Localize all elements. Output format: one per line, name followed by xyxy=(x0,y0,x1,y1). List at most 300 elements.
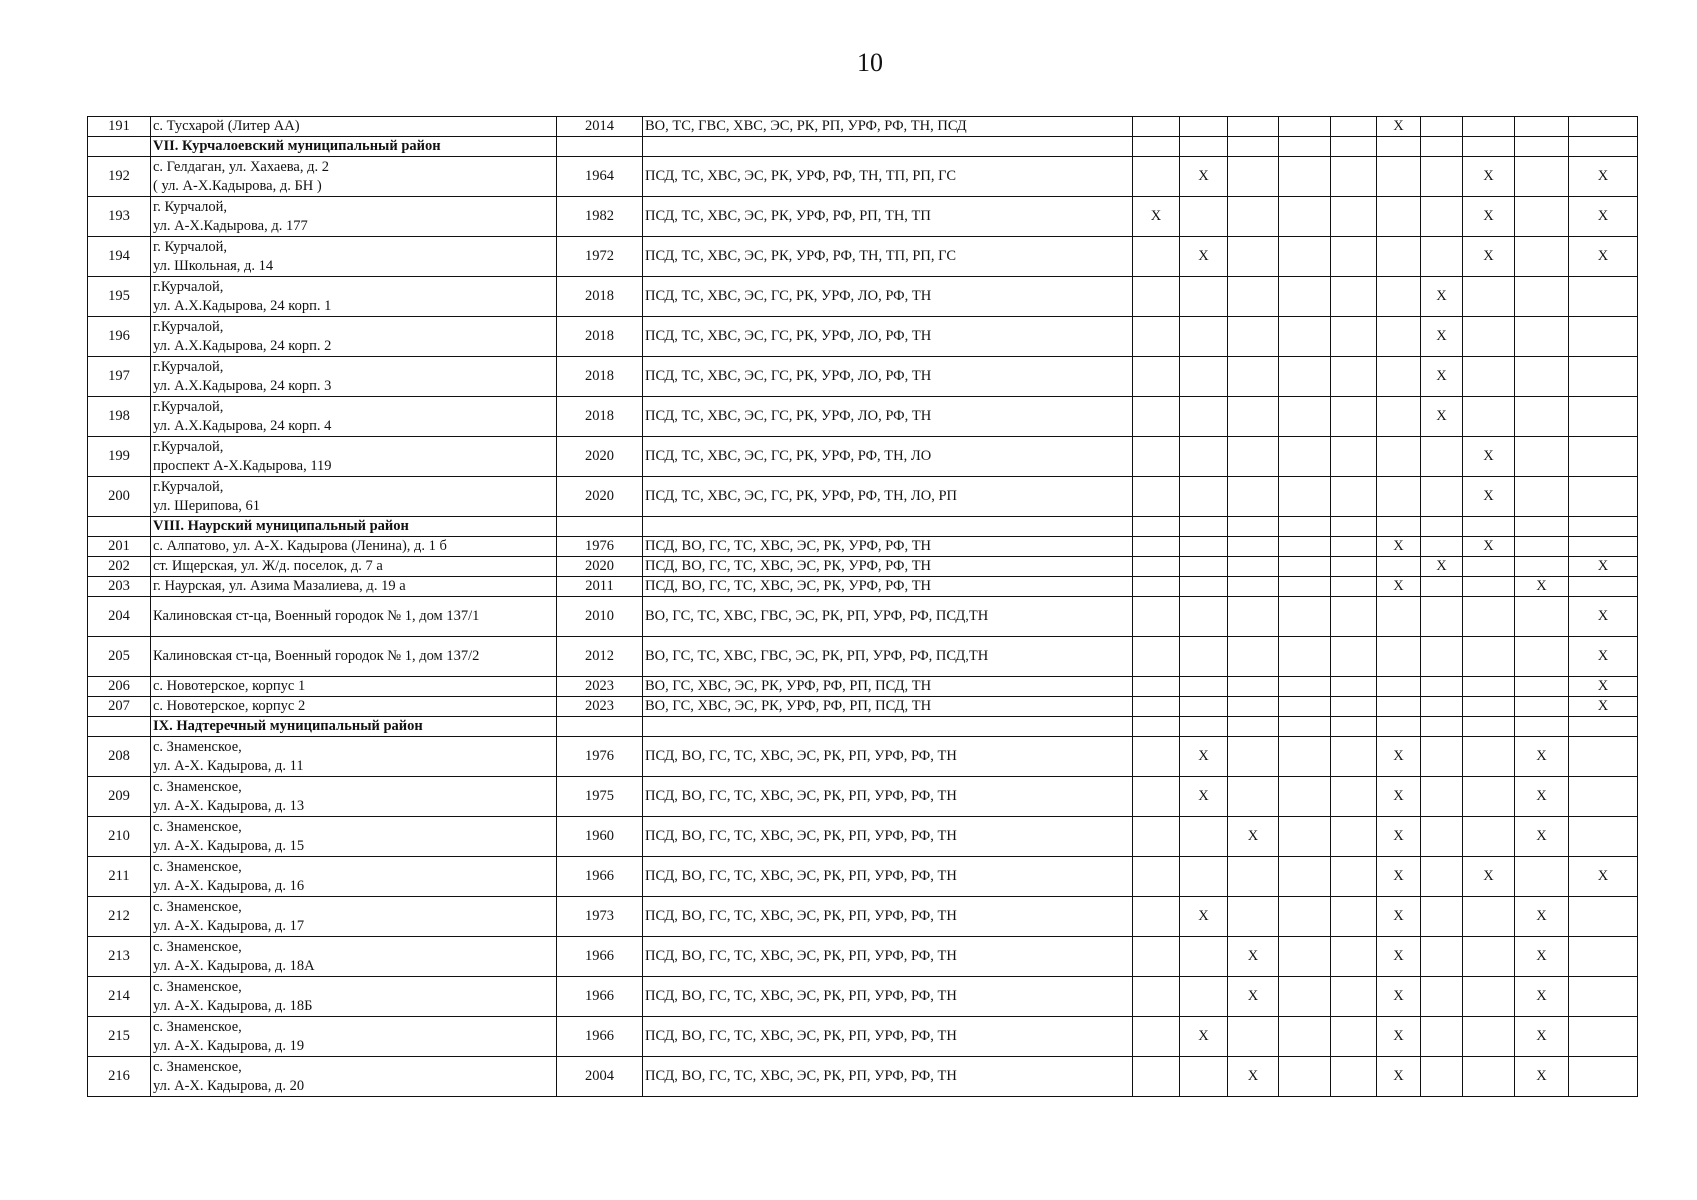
mark-cell xyxy=(1331,557,1377,577)
section-header-row xyxy=(88,137,1638,157)
year-cell: 1960 xyxy=(557,817,643,857)
mark-cell: X xyxy=(1569,637,1638,677)
mark-cell xyxy=(1180,277,1228,317)
systems-cell: ПСД, ВО, ГС, ТС, ХВС, ЭС, РК, УРФ, РФ, ТН xyxy=(643,537,1133,557)
mark-cell xyxy=(1180,577,1228,597)
mark-cell xyxy=(1569,897,1638,937)
mark-cell xyxy=(1331,357,1377,397)
table-row xyxy=(88,897,1638,937)
mark-cell xyxy=(1515,477,1569,517)
mark-cell: X xyxy=(1421,357,1463,397)
mark-cell xyxy=(1515,857,1569,897)
mark-cell xyxy=(1228,577,1279,597)
empty-cell xyxy=(1421,137,1463,157)
mark-cell: X xyxy=(1377,897,1421,937)
mark-cell xyxy=(1279,197,1331,237)
mark-cell xyxy=(1377,197,1421,237)
mark-cell xyxy=(1228,437,1279,477)
mark-cell xyxy=(1463,817,1515,857)
mark-cell xyxy=(1133,697,1180,717)
address-cell xyxy=(151,857,557,897)
address-cell xyxy=(151,397,557,437)
empty-cell xyxy=(1569,717,1638,737)
mark-cell xyxy=(1331,977,1377,1017)
systems-cell: ПСД, ВО, ГС, ТС, ХВС, ЭС, РК, РП, УРФ, РФ, ТН xyxy=(643,777,1133,817)
row-number: 209 xyxy=(88,777,151,817)
address-line: с. Гелдаган, ул. Хахаева, д. 2 xyxy=(153,158,329,175)
address-cell xyxy=(151,937,557,977)
mark-cell: X xyxy=(1133,197,1180,237)
empty-cell xyxy=(1180,517,1228,537)
mark-cell xyxy=(1463,697,1515,717)
mark-cell xyxy=(1515,357,1569,397)
mark-cell: X xyxy=(1515,817,1569,857)
year-cell: 1976 xyxy=(557,537,643,557)
mark-cell xyxy=(1463,897,1515,937)
address-line: с. Знаменское, xyxy=(153,978,242,995)
address-cell xyxy=(151,1017,557,1057)
mark-cell xyxy=(1180,1057,1228,1097)
address-cell xyxy=(151,277,557,317)
mark-cell xyxy=(1377,317,1421,357)
mark-cell xyxy=(1463,597,1515,637)
address-line: г. Курчалой, xyxy=(153,198,228,215)
row-number: 214 xyxy=(88,977,151,1017)
mark-cell xyxy=(1133,977,1180,1017)
mark-cell: X xyxy=(1377,1017,1421,1057)
mark-cell: X xyxy=(1463,197,1515,237)
table-row xyxy=(88,277,1638,317)
mark-cell xyxy=(1463,977,1515,1017)
address-line: ( ул. А-Х.Кадырова, д. БН ) xyxy=(153,177,322,194)
year-cell: 1966 xyxy=(557,977,643,1017)
mark-cell xyxy=(1377,157,1421,197)
mark-cell xyxy=(1377,557,1421,577)
address-line: с. Знаменское, xyxy=(153,1058,242,1075)
empty-cell xyxy=(1331,717,1377,737)
empty-cell xyxy=(1377,137,1421,157)
mark-cell xyxy=(1377,477,1421,517)
registry-table xyxy=(87,116,1638,1097)
mark-cell: X xyxy=(1515,577,1569,597)
mark-cell xyxy=(1133,237,1180,277)
address-line: ул. А-Х. Кадырова, д. 15 xyxy=(153,837,305,854)
mark-cell xyxy=(1228,597,1279,637)
mark-cell xyxy=(1180,357,1228,397)
address-line: с. Знаменское, xyxy=(153,1018,242,1035)
mark-cell xyxy=(1331,197,1377,237)
table-row xyxy=(88,437,1638,477)
mark-cell xyxy=(1515,597,1569,637)
year-cell: 2020 xyxy=(557,477,643,517)
mark-cell xyxy=(1569,977,1638,1017)
address-line: г.Курчалой, xyxy=(153,358,224,375)
mark-cell xyxy=(1377,277,1421,317)
mark-cell xyxy=(1133,677,1180,697)
systems-cell: ПСД, ВО, ГС, ТС, ХВС, ЭС, РК, УРФ, РФ, ТН xyxy=(643,577,1133,597)
address-cell xyxy=(151,357,557,397)
mark-cell xyxy=(1421,237,1463,277)
mark-cell xyxy=(1515,237,1569,277)
mark-cell xyxy=(1331,477,1377,517)
address-line: ул. А-Х. Кадырова, д. 13 xyxy=(153,797,305,814)
address-line: ул. А-Х. Кадырова, д. 16 xyxy=(153,877,305,894)
empty-cell xyxy=(1515,717,1569,737)
mark-cell: X xyxy=(1421,277,1463,317)
table-row xyxy=(88,1057,1638,1097)
row-number: 203 xyxy=(88,577,151,597)
empty-cell xyxy=(1228,137,1279,157)
num-cell xyxy=(88,517,151,537)
mark-cell xyxy=(1228,197,1279,237)
mark-cell xyxy=(1180,937,1228,977)
mark-cell xyxy=(1377,237,1421,277)
mark-cell xyxy=(1377,397,1421,437)
table-body xyxy=(88,117,1638,1097)
mark-cell xyxy=(1515,397,1569,437)
mark-cell xyxy=(1377,677,1421,697)
mark-cell xyxy=(1331,737,1377,777)
address-cell xyxy=(151,437,557,477)
mark-cell xyxy=(1180,977,1228,1017)
systems-cell: ПСД, ВО, ГС, ТС, ХВС, ЭС, РК, РП, УРФ, РФ, ТН xyxy=(643,857,1133,897)
mark-cell xyxy=(1133,557,1180,577)
mark-cell: X xyxy=(1228,817,1279,857)
mark-cell xyxy=(1133,1017,1180,1057)
mark-cell: X xyxy=(1421,317,1463,357)
mark-cell: X xyxy=(1569,697,1638,717)
mark-cell xyxy=(1569,817,1638,857)
address-line: ул. Шерипова, 61 xyxy=(153,497,261,514)
row-number: 207 xyxy=(88,697,151,717)
year-cell: 2018 xyxy=(557,357,643,397)
mark-cell xyxy=(1331,817,1377,857)
mark-cell xyxy=(1569,537,1638,557)
mark-cell xyxy=(1228,477,1279,517)
mark-cell xyxy=(1515,697,1569,717)
mark-cell: X xyxy=(1515,777,1569,817)
mark-cell xyxy=(1515,437,1569,477)
mark-cell xyxy=(1421,977,1463,1017)
systems-cell: ВО, ТС, ГВС, ХВС, ЭС, РК, РП, УРФ, РФ, ТН, ПСД xyxy=(643,117,1133,137)
table-row xyxy=(88,577,1638,597)
table-row xyxy=(88,637,1638,677)
empty-cell xyxy=(1279,517,1331,537)
mark-cell xyxy=(1279,637,1331,677)
address-line: с. Знаменское, xyxy=(153,738,242,755)
systems-cell: ПСД, ТС, ХВС, ЭС, ГС, РК, УРФ, РФ, ТН, ЛО, РП xyxy=(643,477,1133,517)
table-row xyxy=(88,1017,1638,1057)
mark-cell xyxy=(1569,317,1638,357)
mark-cell: X xyxy=(1377,817,1421,857)
mark-cell: X xyxy=(1377,1057,1421,1097)
table-row xyxy=(88,537,1638,557)
mark-cell xyxy=(1421,437,1463,477)
mark-cell: X xyxy=(1377,937,1421,977)
row-number: 199 xyxy=(88,437,151,477)
mark-cell: X xyxy=(1180,237,1228,277)
mark-cell xyxy=(1569,477,1638,517)
mark-cell xyxy=(1133,537,1180,557)
mark-cell xyxy=(1228,857,1279,897)
mark-cell xyxy=(1180,817,1228,857)
mark-cell xyxy=(1228,897,1279,937)
address-line: ул. А-Х. Кадырова, д. 18А xyxy=(153,957,315,974)
mark-cell: X xyxy=(1515,1017,1569,1057)
systems-cell: ВО, ГС, ХВС, ЭС, РК, УРФ, РФ, РП, ПСД, ТН xyxy=(643,677,1133,697)
address-line: с. Алпатово, ул. А-Х. Кадырова (Ленина), д. 1 б xyxy=(153,538,447,554)
mark-cell xyxy=(1133,317,1180,357)
empty-cell xyxy=(643,137,1133,157)
year-cell: 2014 xyxy=(557,117,643,137)
address-line: г. Наурская, ул. Азима Мазалиева, д. 19 а xyxy=(153,578,406,594)
mark-cell xyxy=(1331,277,1377,317)
mark-cell xyxy=(1279,277,1331,317)
table-row xyxy=(88,817,1638,857)
mark-cell xyxy=(1331,777,1377,817)
address-cell xyxy=(151,157,557,197)
address-line: г.Курчалой, xyxy=(153,438,224,455)
mark-cell xyxy=(1569,277,1638,317)
mark-cell xyxy=(1133,397,1180,437)
mark-cell xyxy=(1228,737,1279,777)
mark-cell xyxy=(1180,397,1228,437)
row-number: 192 xyxy=(88,157,151,197)
empty-cell xyxy=(1377,517,1421,537)
mark-cell xyxy=(1421,857,1463,897)
empty-cell xyxy=(1463,137,1515,157)
mark-cell xyxy=(1569,777,1638,817)
mark-cell xyxy=(1331,857,1377,897)
address-line: с. Знаменское, xyxy=(153,898,242,915)
mark-cell xyxy=(1331,937,1377,977)
num-cell xyxy=(88,717,151,737)
mark-cell: X xyxy=(1515,937,1569,977)
mark-cell: X xyxy=(1569,237,1638,277)
row-number: 208 xyxy=(88,737,151,777)
address-line: проспект А-Х.Кадырова, 119 xyxy=(153,457,332,474)
address-line: ул. А-Х. Кадырова, д. 19 xyxy=(153,1037,305,1054)
address-cell xyxy=(151,737,557,777)
row-number: 216 xyxy=(88,1057,151,1097)
address-cell xyxy=(151,897,557,937)
mark-cell xyxy=(1279,397,1331,437)
row-number: 204 xyxy=(88,597,151,637)
mark-cell: X xyxy=(1421,557,1463,577)
mark-cell xyxy=(1421,777,1463,817)
mark-cell: X xyxy=(1180,777,1228,817)
mark-cell xyxy=(1421,597,1463,637)
empty-cell xyxy=(1463,517,1515,537)
address-cell xyxy=(151,237,557,277)
mark-cell xyxy=(1569,397,1638,437)
mark-cell xyxy=(1133,637,1180,677)
address-line: ул. А-Х. Кадырова, д. 11 xyxy=(153,757,304,774)
mark-cell xyxy=(1515,197,1569,237)
systems-cell: ПСД, ТС, ХВС, ЭС, РК, УРФ, РФ, ТН, ТП, РП, ГС xyxy=(643,157,1133,197)
mark-cell xyxy=(1331,697,1377,717)
table-row xyxy=(88,597,1638,637)
systems-cell: ВО, ГС, ХВС, ЭС, РК, УРФ, РФ, РП, ПСД, ТН xyxy=(643,697,1133,717)
mark-cell xyxy=(1180,437,1228,477)
mark-cell xyxy=(1421,1057,1463,1097)
mark-cell xyxy=(1228,777,1279,817)
mark-cell xyxy=(1133,937,1180,977)
year-cell: 1973 xyxy=(557,897,643,937)
systems-cell: ПСД, ВО, ГС, ТС, ХВС, ЭС, РК, РП, УРФ, РФ, ТН xyxy=(643,817,1133,857)
mark-cell xyxy=(1421,117,1463,137)
mark-cell xyxy=(1180,117,1228,137)
address-cell xyxy=(151,557,557,577)
address-line: г.Курчалой, xyxy=(153,278,224,295)
row-number: 194 xyxy=(88,237,151,277)
table-row xyxy=(88,317,1638,357)
empty-cell xyxy=(643,717,1133,737)
mark-cell xyxy=(1133,357,1180,397)
section-header-row xyxy=(88,517,1638,537)
mark-cell xyxy=(1279,937,1331,977)
mark-cell: X xyxy=(1463,437,1515,477)
address-line: с. Тусхарой (Литер АА) xyxy=(153,118,300,134)
mark-cell xyxy=(1331,577,1377,597)
table-row xyxy=(88,937,1638,977)
mark-cell xyxy=(1279,577,1331,597)
systems-cell: ПСД, ТС, ХВС, ЭС, РК, УРФ, РФ, ТН, ТП, РП, ГС xyxy=(643,237,1133,277)
address-line: ст. Ищерская, ул. Ж/д. поселок, д. 7 а xyxy=(153,558,383,574)
table-row xyxy=(88,197,1638,237)
mark-cell xyxy=(1463,577,1515,597)
mark-cell xyxy=(1331,1017,1377,1057)
mark-cell xyxy=(1421,197,1463,237)
mark-cell xyxy=(1279,977,1331,1017)
mark-cell: X xyxy=(1569,157,1638,197)
mark-cell xyxy=(1279,1057,1331,1097)
mark-cell xyxy=(1377,637,1421,677)
mark-cell xyxy=(1279,437,1331,477)
year-cell: 2018 xyxy=(557,277,643,317)
year-cell: 1976 xyxy=(557,737,643,777)
systems-cell: ПСД, ВО, ГС, ТС, ХВС, ЭС, РК, РП, УРФ, РФ, ТН xyxy=(643,1017,1133,1057)
mark-cell xyxy=(1515,637,1569,677)
year-cell: 1966 xyxy=(557,1017,643,1057)
mark-cell xyxy=(1228,697,1279,717)
empty-cell xyxy=(1180,717,1228,737)
address-cell xyxy=(151,577,557,597)
empty-cell xyxy=(1515,137,1569,157)
mark-cell xyxy=(1133,1057,1180,1097)
row-number: 211 xyxy=(88,857,151,897)
mark-cell xyxy=(1279,857,1331,897)
mark-cell: X xyxy=(1377,737,1421,777)
year-cell: 2020 xyxy=(557,557,643,577)
mark-cell: X xyxy=(1377,577,1421,597)
address-cell xyxy=(151,1057,557,1097)
mark-cell xyxy=(1569,1017,1638,1057)
mark-cell xyxy=(1331,537,1377,557)
empty-cell xyxy=(1133,517,1180,537)
mark-cell xyxy=(1463,1017,1515,1057)
mark-cell xyxy=(1228,1017,1279,1057)
systems-cell: ВО, ГС, ТС, ХВС, ГВС, ЭС, РК, РП, УРФ, РФ, ПСД,ТН xyxy=(643,637,1133,677)
mark-cell xyxy=(1279,1017,1331,1057)
section-title: VIII. Наурский муниципальный район xyxy=(151,517,557,537)
empty-cell xyxy=(1569,517,1638,537)
year-cell: 2011 xyxy=(557,577,643,597)
mark-cell xyxy=(1463,277,1515,317)
mark-cell xyxy=(1279,477,1331,517)
mark-cell: X xyxy=(1463,537,1515,557)
empty-cell xyxy=(1331,137,1377,157)
mark-cell xyxy=(1569,737,1638,777)
mark-cell xyxy=(1133,477,1180,517)
mark-cell xyxy=(1180,317,1228,357)
mark-cell: X xyxy=(1228,937,1279,977)
table-row xyxy=(88,737,1638,777)
mark-cell xyxy=(1180,197,1228,237)
systems-cell: ПСД, ВО, ГС, ТС, ХВС, ЭС, РК, РП, УРФ, РФ, ТН xyxy=(643,937,1133,977)
mark-cell xyxy=(1421,897,1463,937)
mark-cell xyxy=(1463,557,1515,577)
mark-cell xyxy=(1515,537,1569,557)
mark-cell xyxy=(1279,817,1331,857)
mark-cell xyxy=(1180,637,1228,677)
mark-cell xyxy=(1279,117,1331,137)
address-line: ул. А.Х.Кадырова, 24 корп. 2 xyxy=(153,337,332,354)
systems-cell: ПСД, ТС, ХВС, ЭС, ГС, РК, УРФ, РФ, ТН, ЛО xyxy=(643,437,1133,477)
year-cell: 2004 xyxy=(557,1057,643,1097)
year-cell: 1982 xyxy=(557,197,643,237)
mark-cell xyxy=(1421,477,1463,517)
table-row xyxy=(88,157,1638,197)
mark-cell xyxy=(1279,897,1331,937)
address-line: ул. А.Х.Кадырова, 24 корп. 3 xyxy=(153,377,332,394)
mark-cell xyxy=(1569,357,1638,397)
mark-cell: X xyxy=(1569,857,1638,897)
row-number: 198 xyxy=(88,397,151,437)
mark-cell xyxy=(1180,477,1228,517)
mark-cell xyxy=(1463,1057,1515,1097)
address-line: ул. А.Х.Кадырова, 24 корп. 4 xyxy=(153,417,332,434)
mark-cell: X xyxy=(1228,977,1279,1017)
mark-cell xyxy=(1569,937,1638,977)
mark-cell xyxy=(1331,317,1377,357)
row-number: 205 xyxy=(88,637,151,677)
mark-cell: X xyxy=(1515,897,1569,937)
address-line: с. Знаменское, xyxy=(153,778,242,795)
address-line: с. Знаменское, xyxy=(153,818,242,835)
address-line: с. Новотерское, корпус 2 xyxy=(153,698,306,714)
mark-cell xyxy=(1421,1017,1463,1057)
systems-cell: ПСД, ВО, ГС, ТС, ХВС, ЭС, РК, РП, УРФ, РФ, ТН xyxy=(643,1057,1133,1097)
mark-cell xyxy=(1515,117,1569,137)
year-cell: 2012 xyxy=(557,637,643,677)
table-row xyxy=(88,477,1638,517)
address-cell xyxy=(151,477,557,517)
mark-cell xyxy=(1463,397,1515,437)
mark-cell xyxy=(1463,737,1515,777)
mark-cell xyxy=(1463,317,1515,357)
mark-cell xyxy=(1421,937,1463,977)
mark-cell xyxy=(1279,737,1331,777)
mark-cell xyxy=(1331,397,1377,437)
table-row xyxy=(88,777,1638,817)
mark-cell xyxy=(1569,577,1638,597)
systems-cell: ПСД, ТС, ХВС, ЭС, ГС, РК, УРФ, ЛО, РФ, ТН xyxy=(643,357,1133,397)
mark-cell: X xyxy=(1180,897,1228,937)
mark-cell xyxy=(1279,597,1331,637)
mark-cell: X xyxy=(1515,977,1569,1017)
mark-cell xyxy=(1133,277,1180,317)
